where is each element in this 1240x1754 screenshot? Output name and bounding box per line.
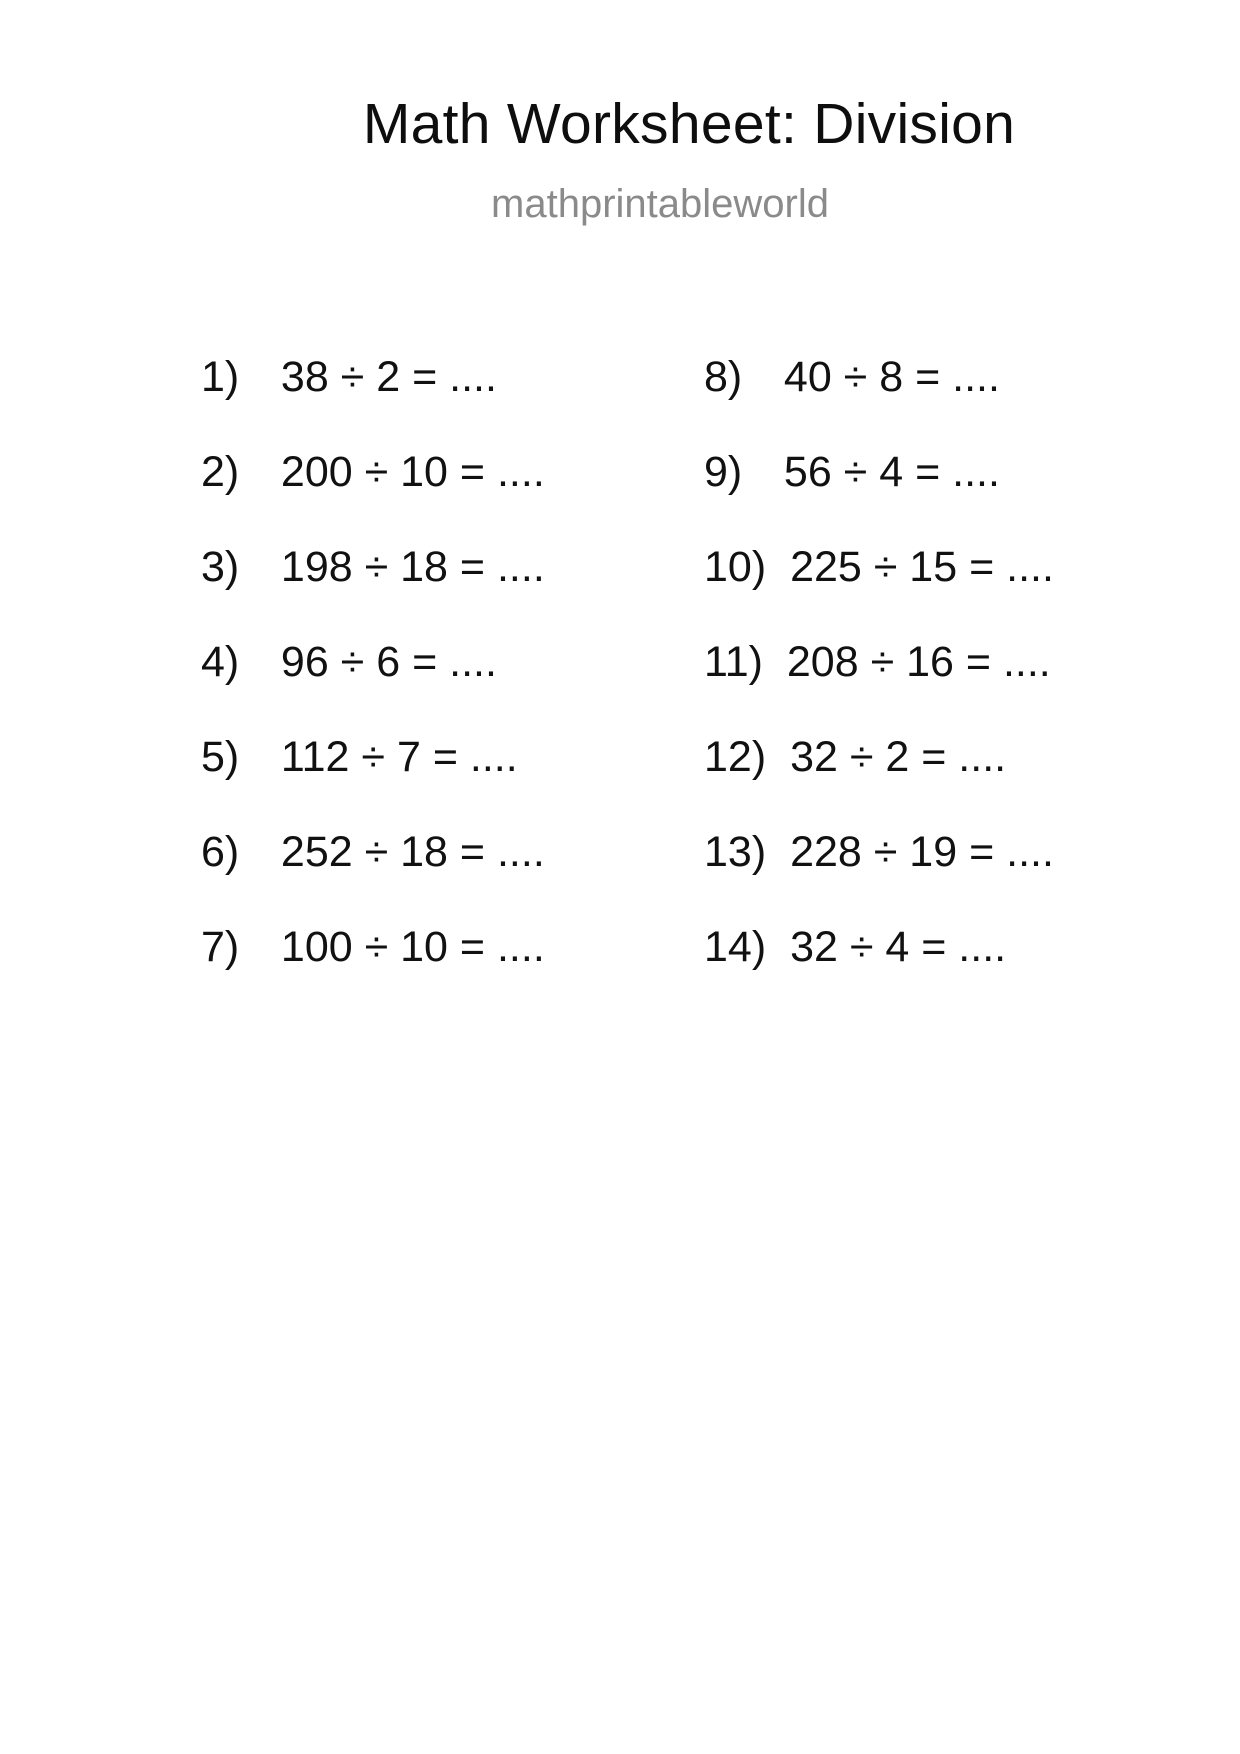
problem-number: 2) xyxy=(201,448,240,496)
problem-7 xyxy=(201,923,671,1021)
page-subtitle: mathprintableworld xyxy=(491,182,829,226)
problem-expression: 208 ÷ 16 = .... xyxy=(786,638,1051,686)
problem-12 xyxy=(704,733,1174,831)
problem-number: 9) xyxy=(704,448,743,496)
problem-10 xyxy=(704,543,1174,641)
problem-expression: 56 ÷ 4 = .... xyxy=(783,448,1000,496)
problem-11 xyxy=(704,638,1174,736)
problem-number: 13) xyxy=(704,828,767,876)
problem-5 xyxy=(201,733,671,831)
problem-2 xyxy=(201,448,671,546)
problem-number: 1) xyxy=(201,353,240,401)
problem-8 xyxy=(704,353,1174,451)
problem-9 xyxy=(704,448,1174,546)
problem-number: 10) xyxy=(704,543,767,591)
problem-number: 11) xyxy=(704,638,763,686)
problem-number: 5) xyxy=(201,733,240,781)
problem-6 xyxy=(201,828,671,926)
problem-14 xyxy=(704,923,1174,1021)
problem-expression: 40 ÷ 8 = .... xyxy=(783,353,1000,401)
problem-number: 12) xyxy=(704,733,767,781)
problem-expression: 228 ÷ 19 = .... xyxy=(790,828,1054,876)
problem-expression: 198 ÷ 18 = .... xyxy=(280,543,545,591)
problem-4 xyxy=(201,638,671,736)
problem-list-right xyxy=(704,353,1174,1021)
problem-expression: 225 ÷ 15 = .... xyxy=(790,543,1054,591)
problem-number: 4) xyxy=(201,638,240,686)
problem-number: 3) xyxy=(201,543,240,591)
problem-number: 14) xyxy=(704,923,767,971)
problem-list-left xyxy=(201,353,671,1021)
problem-expression: 252 ÷ 18 = .... xyxy=(280,828,545,876)
problem-number: 7) xyxy=(201,923,240,971)
problem-3 xyxy=(201,543,671,641)
problem-number: 8) xyxy=(704,353,743,401)
problem-expression: 200 ÷ 10 = .... xyxy=(280,448,545,496)
page-title: Math Worksheet: Division xyxy=(362,92,1016,156)
problem-expression: 38 ÷ 2 = .... xyxy=(280,353,497,401)
problem-13 xyxy=(704,828,1174,926)
problem-expression: 32 ÷ 4 = .... xyxy=(790,923,1007,971)
problem-expression: 112 ÷ 7 = .... xyxy=(280,733,518,781)
problem-expression: 96 ÷ 6 = .... xyxy=(280,638,497,686)
problem-expression: 32 ÷ 2 = .... xyxy=(790,733,1007,781)
problem-expression: 100 ÷ 10 = .... xyxy=(280,923,545,971)
problem-1 xyxy=(201,353,671,451)
problem-number: 6) xyxy=(201,828,240,876)
